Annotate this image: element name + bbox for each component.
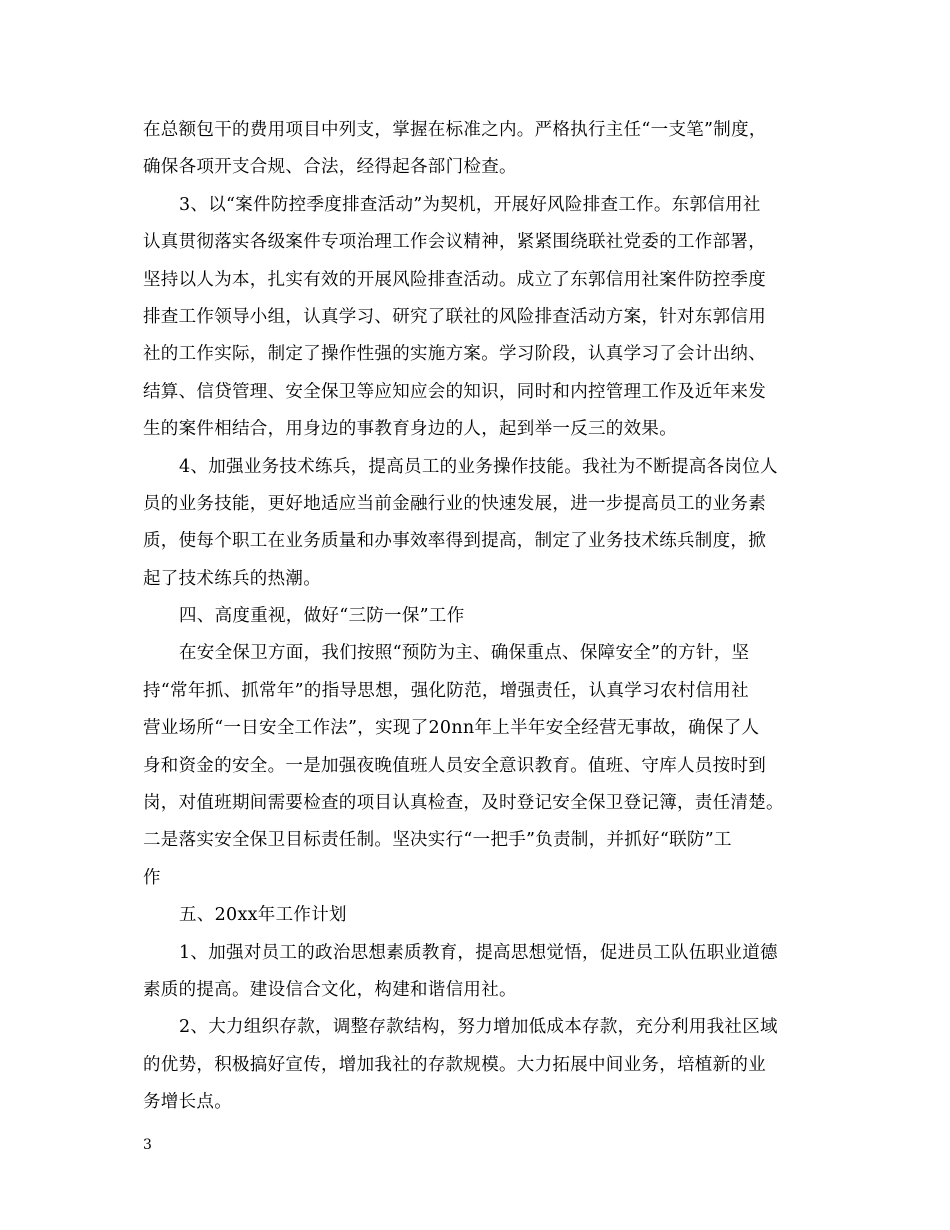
- body-line: 3、以“案件防控季度排查活动”为契机，开展好风险排查工作。东郭信用社: [179, 194, 761, 215]
- body-line: 排查工作领导小组，认真学习、研究了联社的风险排查活动方案，针对东郭信用: [143, 306, 766, 327]
- body-line: 素质的提高。建设信合文化，构建和谐信用社。: [143, 979, 517, 1000]
- body-line: 务增长点。: [143, 1092, 232, 1113]
- section-heading: 四、高度重视，做好“三防一保”工作: [179, 606, 465, 627]
- body-line: 认真贯彻落实各级案件专项治理工作会议精神，紧紧围绕联社党委的工作部署，: [143, 232, 766, 253]
- body-line: 生的案件相结合，用身边的事教育身边的人，起到举一反三的效果。: [143, 419, 677, 440]
- body-line: 岗，对值班期间需要检查的项目认真检查，及时登记安全保卫登记簿，责任清楚。: [143, 793, 784, 814]
- body-line: 起了技术练兵的热潮。: [143, 568, 321, 589]
- body-line: 坚持以人为本，扎实有效的开展风险排查活动。成立了东郭信用社案件防控季度: [143, 269, 766, 290]
- body-line: 1、加强对员工的政治思想素质教育，提高思想觉悟，促进员工队伍职业道德: [179, 942, 778, 963]
- body-line: 4、加强业务技术练兵，提高员工的业务操作技能。我社为不断提高各岗位人: [179, 456, 778, 477]
- body-line: 确保各项开支合规、合法，经得起各部门检查。: [143, 157, 517, 178]
- body-line: 社的工作实际，制定了操作性强的实施方案。学习阶段，认真学习了会计出纳、: [143, 344, 766, 365]
- body-line: 作: [143, 867, 161, 888]
- body-line: 结算、信贷管理、安全保卫等应知应会的知识，同时和内控管理工作及近年来发: [143, 381, 766, 402]
- body-line: 二是落实安全保卫目标责任制。坚决实行“一把手”负责制，并抓好“联防”工: [143, 830, 732, 851]
- body-line: 的优势，积极搞好宣传，增加我社的存款规模。大力拓展中间业务，培植新的业: [143, 1054, 766, 1075]
- body-line: 营业场所“一日安全工作法”，实现了20nn年上半年安全经营无事故，确保了人: [143, 718, 760, 739]
- body-line: 持“常年抓、抓常年”的指导思想，强化防范，增强责任，认真学习农村信用社: [143, 680, 749, 701]
- body-line: 质，使每个职工在业务质量和办事效率得到提高，制定了业务技术练兵制度，掀: [143, 531, 766, 552]
- document-body: [143, 112, 807, 1122]
- body-line: 在总额包干的费用项目中列支，掌握在标准之内。严格执行主任“一支笔”制度，: [143, 120, 767, 140]
- body-line: 2、大力组织存款，调整存款结构，努力增加低成本存款，充分利用我社区域: [179, 1017, 778, 1038]
- body-line: 员的业务技能，更好地适应当前金融行业的快速发展，进一步提高员工的业务素: [143, 493, 766, 514]
- body-line: 身和资金的安全。一是加强夜晚值班人员安全意识教育。值班、守库人员按时到: [143, 755, 766, 776]
- section-heading: 五、20xx年工作计划: [179, 905, 347, 926]
- page-number: 3: [143, 1137, 152, 1153]
- body-line: 在安全保卫方面，我们按照“预防为主、确保重点、保障安全”的方针，坚: [179, 643, 750, 664]
